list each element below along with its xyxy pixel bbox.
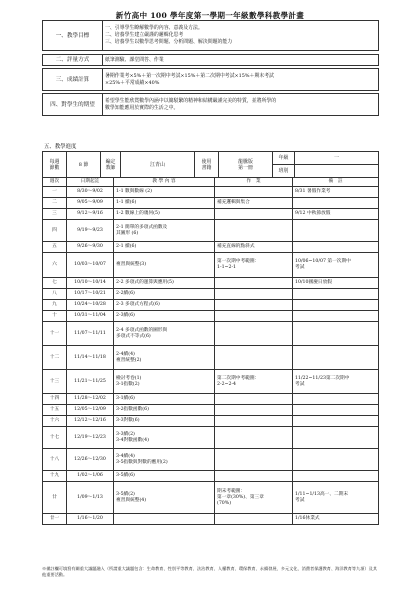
content-cell-line: 3-5續(6) <box>116 473 135 478</box>
grading-line: ×25%＋平常成績×40% <box>105 79 160 86</box>
grade-label: 年級 <box>273 152 295 165</box>
table-row <box>43 514 379 525</box>
note-cell <box>293 482 379 514</box>
table-row <box>43 471 379 482</box>
week-cell: 四 <box>43 220 67 242</box>
table-row <box>43 346 379 370</box>
note-cell <box>293 209 379 220</box>
note-cell <box>293 416 379 427</box>
course-info-table <box>42 151 379 178</box>
table-row <box>43 220 379 242</box>
table-row <box>43 322 379 346</box>
table-row <box>43 300 379 311</box>
week-count-label: 每週 節數 <box>43 152 67 178</box>
date-cell: 10/31～11/04 <box>67 311 114 322</box>
homework-cell-line: (70%) <box>217 500 232 506</box>
assessment-label: 二、評量方式 <box>43 55 103 66</box>
content-cell <box>114 242 215 253</box>
table-row <box>43 253 379 278</box>
homework-cell <box>215 198 293 209</box>
expectation-content <box>103 94 379 116</box>
content-cell-line: 多項式不等式(6) <box>116 333 151 339</box>
note-cell-line: 8/31 暑假作業考 <box>295 189 331 194</box>
teacher-name: 江青山 <box>121 152 195 178</box>
homework-cell <box>215 370 293 394</box>
homework-cell <box>215 322 293 346</box>
content-cell <box>114 187 215 198</box>
date-cell: 12/26～12/30 <box>67 449 114 471</box>
date-cell: 1/09～1/13 <box>67 482 114 514</box>
content-cell-line: 2-4 多項式函數的圖形與 <box>116 327 168 333</box>
content-cell-line: 3-2指數函數(6) <box>116 407 149 412</box>
note-cell-line: 考試 <box>295 381 305 387</box>
date-cell: 9/19～9/23 <box>67 220 114 242</box>
content-cell-line: 1-2 數線上的幾何(5) <box>116 211 160 216</box>
expectation-line: 數學知能應用於實際的生活之中。 <box>105 104 179 111</box>
grading-table <box>42 68 379 91</box>
content-cell-line: 3-4續(4) <box>116 453 135 459</box>
table-row <box>43 278 379 289</box>
content-cell <box>114 394 215 405</box>
note-cell <box>293 427 379 449</box>
content-cell-line: 檢討考卷(1) <box>116 375 142 381</box>
homework-cell <box>215 242 293 253</box>
column-header: 備 註 <box>293 178 379 187</box>
homework-cell <box>215 278 293 289</box>
homework-cell <box>215 220 293 242</box>
content-cell <box>114 449 215 471</box>
content-cell-line: 複習與統整(4) <box>116 497 147 503</box>
class-label: 班別 <box>273 165 295 178</box>
week-cell: 二 <box>43 198 67 209</box>
book-name: 龍騰版 第一冊 <box>219 152 273 178</box>
date-cell: 11/28～12/02 <box>67 394 114 405</box>
content-cell <box>114 405 215 416</box>
content-cell <box>114 482 215 514</box>
content-cell-line: 3-3續(2) <box>116 431 135 437</box>
note-cell-line: 9/12 中秋節放假 <box>295 211 331 216</box>
content-cell-line: 2-3續(6) <box>116 313 135 318</box>
content-cell-line: 1-1 續(6) <box>116 200 137 205</box>
goal-item: 一、引導學生瞭解數學的內容、意義及方法。 <box>105 25 203 31</box>
date-cell: 12/05～12/09 <box>67 405 114 416</box>
date-cell: 11/21～11/25 <box>67 370 114 394</box>
homework-cell <box>215 482 293 514</box>
content-cell-line: 2-1 簡單的多項式函數及 <box>116 224 168 230</box>
content-cell <box>114 416 215 427</box>
table-row <box>43 405 379 416</box>
content-cell <box>114 514 215 525</box>
date-cell: 8/30～9/02 <box>67 187 114 198</box>
content-cell-line: 3-4對數函數(4) <box>116 437 149 443</box>
content-cell <box>114 471 215 482</box>
column-header: 作 業 <box>215 178 293 187</box>
grading-content <box>103 69 379 91</box>
note-cell <box>293 253 379 278</box>
table-row <box>43 289 379 300</box>
homework-cell <box>215 405 293 416</box>
date-cell: 9/12～9/16 <box>67 209 114 220</box>
week-cell: 一 <box>43 187 67 198</box>
week-cell: 十六 <box>43 416 67 427</box>
week-cell: 十七 <box>43 427 67 449</box>
homework-cell-line: 第一章(30%)、第三章 <box>217 494 264 500</box>
week-cell: 十九 <box>43 471 67 482</box>
note-cell <box>293 220 379 242</box>
date-cell: 11/14～11/18 <box>67 346 114 370</box>
content-cell <box>114 209 215 220</box>
teacher-label: 編定 教師 <box>101 152 121 178</box>
content-cell-line: 1-1 數與數線 (2) <box>116 189 152 194</box>
week-cell: 九 <box>43 300 67 311</box>
note-cell <box>293 471 379 482</box>
content-cell <box>114 322 215 346</box>
content-cell <box>114 346 215 370</box>
note-cell-line: 10/10國慶日放假 <box>295 280 332 285</box>
note-cell <box>293 278 379 289</box>
homework-cell-line: 第二次期中考範圍： <box>217 375 260 381</box>
content-cell-line: 2-2 多項式的運算與應用(5) <box>116 280 174 285</box>
column-header: 教 學 內 容 <box>114 178 215 187</box>
week-cell: 十 <box>43 311 67 322</box>
schedule-table <box>42 177 379 525</box>
note-cell <box>293 514 379 525</box>
note-cell <box>293 311 379 322</box>
note-cell <box>293 289 379 300</box>
content-cell-line: 2-2續(6) <box>116 291 135 296</box>
content-cell <box>114 311 215 322</box>
content-cell <box>114 289 215 300</box>
page-title: 新竹高中 100 學年度第一學期一年級數學科教學計畫 <box>115 11 305 20</box>
week-cell: 十一 <box>43 322 67 346</box>
expectation-label: 四、對學生的期望 <box>43 94 103 116</box>
content-cell-line: 3-1指數(2) <box>116 381 140 387</box>
week-cell: 十五 <box>43 405 67 416</box>
week-cell: 十二 <box>43 346 67 370</box>
date-cell: 9/26～9/30 <box>67 242 114 253</box>
goals-items <box>103 21 379 51</box>
week-cell: 十三 <box>43 370 67 394</box>
homework-cell <box>215 209 293 220</box>
note-cell-line: 考試 <box>295 265 305 270</box>
date-cell: 12/12～12/16 <box>67 416 114 427</box>
note-cell <box>293 300 379 311</box>
note-cell <box>293 370 379 394</box>
table-row <box>43 209 379 220</box>
table-row <box>43 449 379 471</box>
content-cell-line: 3-1續(6) <box>116 396 135 401</box>
homework-cell <box>215 449 293 471</box>
column-header: 週次 <box>43 178 67 187</box>
table-row <box>43 427 379 449</box>
assessment-table <box>42 54 379 66</box>
table-row <box>43 416 379 427</box>
week-cell: 廿一 <box>43 514 67 525</box>
footnote: ※備註欄可填寫有關重大議題融入（所謂重大議題包含：生命教育、性別平等教育、法治教育、人權教育、環保教育、永續發展、多元文化、消費者保護教育、海洋教育等九項）及其他重要活動。 <box>42 566 378 577</box>
goals-table <box>42 20 379 51</box>
goals-label: 一、教學目標 <box>43 21 103 51</box>
schedule-header-row <box>43 178 379 187</box>
homework-cell <box>215 471 293 482</box>
week-cell: 三 <box>43 209 67 220</box>
week-cell: 七 <box>43 278 67 289</box>
content-cell <box>114 427 215 449</box>
note-cell <box>293 322 379 346</box>
week-cell: 廿 <box>43 482 67 514</box>
date-cell: 11/07～11/11 <box>67 322 114 346</box>
week-cell: 八 <box>43 289 67 300</box>
homework-cell <box>215 311 293 322</box>
homework-cell-line: 第一次期中考範圍： <box>217 259 260 264</box>
table-row <box>43 242 379 253</box>
note-cell <box>293 394 379 405</box>
note-cell <box>293 198 379 209</box>
book-label: 使用 書籍 <box>195 152 219 178</box>
column-header: 日期起訖 <box>67 178 114 187</box>
note-cell <box>293 405 379 416</box>
content-cell <box>114 300 215 311</box>
homework-cell <box>215 187 293 198</box>
content-cell <box>114 278 215 289</box>
date-cell: 12/19～12/23 <box>67 427 114 449</box>
date-cell: 10/24～10/28 <box>67 300 114 311</box>
note-cell <box>293 449 379 471</box>
table-row <box>43 198 379 209</box>
grade-value: 一 <box>295 152 379 165</box>
content-cell-line: 其圖形 (6) <box>116 230 139 236</box>
homework-cell-line: 1-1~2-1 <box>217 265 237 270</box>
note-cell-line: 10/06~10/07 第一次期中 <box>295 259 351 264</box>
class-value <box>295 165 379 178</box>
table-row <box>43 394 379 405</box>
week-cell: 六 <box>43 253 67 278</box>
homework-cell-line: 補充直線的點斜式 <box>217 244 255 249</box>
homework-cell <box>215 346 293 370</box>
date-cell: 10/03～10/07 <box>67 253 114 278</box>
date-cell: 1/02～1/06 <box>67 471 114 482</box>
goal-item: 三、培養學生以數學思考問題、分析問題、解決問題的能力 <box>105 39 233 45</box>
goal-item: 二、培養學生建立嚴謹的邏輯化思考 <box>105 32 184 38</box>
week-cell: 十八 <box>43 449 67 471</box>
note-cell-line: 1/11~1/13高一、二期末 <box>295 491 349 497</box>
homework-cell <box>215 394 293 405</box>
content-cell-line: 3-5續(2) <box>116 491 135 497</box>
table-row <box>43 370 379 394</box>
expectation-table <box>42 93 379 116</box>
date-cell: 1/16～1/20 <box>67 514 114 525</box>
homework-cell <box>215 289 293 300</box>
homework-cell-line: 2-2~2-4 <box>217 381 237 387</box>
content-cell-line: 2-1 續(6) <box>116 244 137 249</box>
content-cell <box>114 198 215 209</box>
content-cell <box>114 220 215 242</box>
week-cell: 十四 <box>43 394 67 405</box>
grading-label: 三、成績計算 <box>43 69 103 91</box>
table-row <box>43 311 379 322</box>
note-cell <box>293 187 379 198</box>
note-cell <box>293 346 379 370</box>
date-cell: 10/10～10/14 <box>67 278 114 289</box>
schedule-section-title: 五、教學進度 <box>44 144 77 150</box>
note-cell-line: 1/16休業式 <box>295 516 320 521</box>
grading-line: 暑期作業考×5%＋第一次期中考試×15%＋第二次期中考試×15%＋期末考試 <box>105 72 274 79</box>
note-cell <box>293 242 379 253</box>
content-cell-line: 複習與統整(3) <box>116 262 147 267</box>
assessment-content: 紙筆測驗、課堂問答、作業 <box>103 55 379 66</box>
expectation-line: 希望學生能欣賞數學內涵中以簡駁繁的精神和結構嚴謹完美的特質，並將所學的 <box>105 97 277 104</box>
note-cell-line: 11/22~11/23第二次期中 <box>295 375 350 381</box>
homework-cell <box>215 300 293 311</box>
content-cell-line: 2-3 多項式方程式(6) <box>116 302 160 307</box>
content-cell <box>114 370 215 394</box>
homework-cell <box>215 416 293 427</box>
date-cell: 9/05～9/09 <box>67 198 114 209</box>
table-row <box>43 482 379 514</box>
content-cell-line: 3-3對數(6) <box>116 418 140 423</box>
note-cell-line: 考試 <box>295 497 305 503</box>
content-cell-line: 3-5指數與對數的應用(2) <box>116 459 168 465</box>
homework-cell-line: 期末考範圍： <box>217 488 246 494</box>
week-count-value: 8 節 <box>67 152 101 178</box>
content-cell-line: 複習統整(2) <box>116 357 142 363</box>
homework-cell <box>215 253 293 278</box>
homework-cell-line: 補充邏輯與集合 <box>217 200 250 205</box>
date-cell: 10/17～10/21 <box>67 289 114 300</box>
homework-cell <box>215 514 293 525</box>
content-cell-line: 2-4續(4) <box>116 351 135 357</box>
homework-cell <box>215 427 293 449</box>
content-cell <box>114 253 215 278</box>
week-cell: 五 <box>43 242 67 253</box>
table-row <box>43 187 379 198</box>
